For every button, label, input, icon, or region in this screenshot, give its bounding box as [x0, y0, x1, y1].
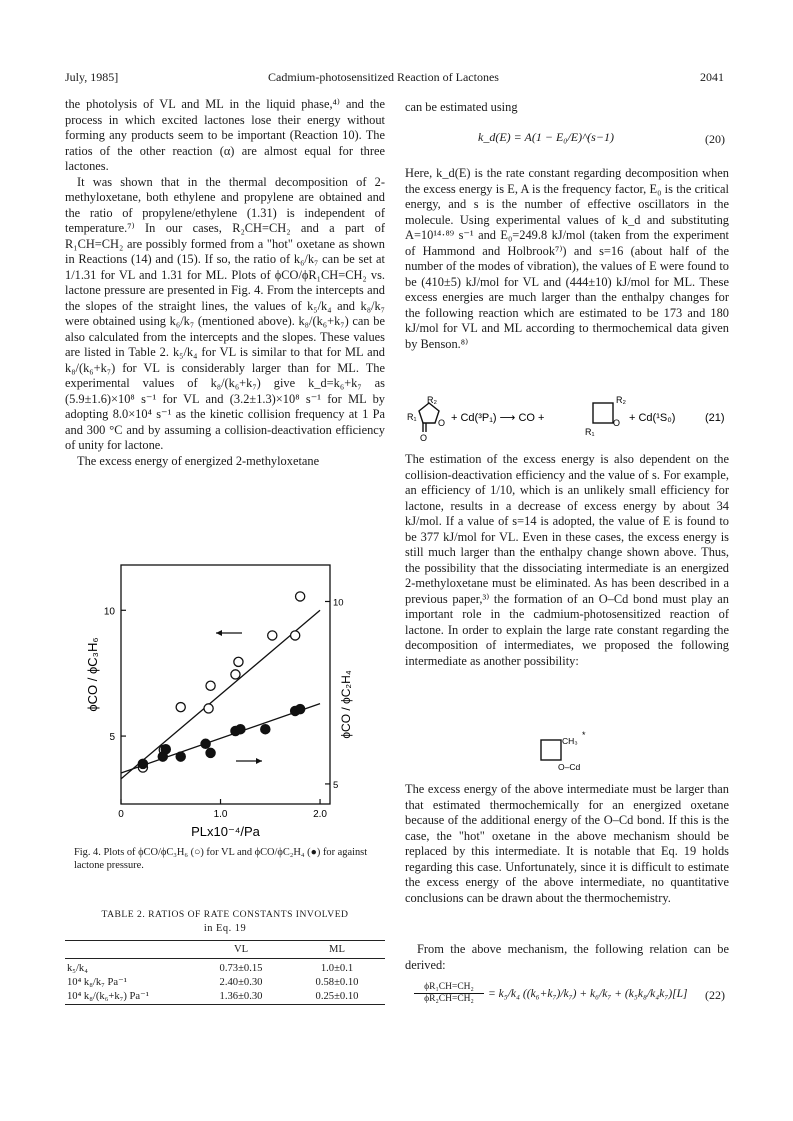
oxetane-r1-label: R₁	[585, 427, 595, 437]
open-data-point	[296, 592, 305, 601]
ring-oxygen-label: O	[438, 418, 446, 428]
intermediate-structure	[536, 728, 606, 778]
y-left-tick-label: 5	[109, 732, 115, 744]
x-axis-label: PLx10⁻⁴/Pa	[191, 824, 260, 839]
filled-data-point	[236, 725, 245, 734]
filled-data-point	[161, 745, 170, 754]
paragraph: The excess energy of energized 2-methyloxetane	[77, 453, 320, 468]
ch3-label: CH₃	[562, 736, 578, 746]
right-column-intro: can be estimated using	[405, 100, 518, 114]
o-cd-label: O–Cd	[558, 762, 581, 772]
y-left-tick-label: 10	[103, 606, 115, 618]
figure-4-chart	[60, 555, 360, 845]
right-axis-arrow-head	[256, 758, 262, 764]
table-header-cell: VL	[193, 941, 289, 959]
left-column	[65, 97, 385, 469]
chart-layer	[85, 565, 353, 839]
y-left-axis-label: ϕCO / ϕC₃H₆	[85, 637, 100, 712]
table-header-cell: ML	[289, 941, 385, 959]
header-page-number: 2041	[700, 70, 724, 84]
reaction-21-part2: + Cd(¹S₀)	[629, 412, 676, 424]
equation-22-rhs: = k₅/k₄ ((k₆+k₇)/k₇) + k₆/k₇ + (k₅k₈/k₄k₇)[L]	[488, 988, 688, 1000]
table-cell: 0.58±0.10	[315, 976, 359, 988]
table-title-line2: in Eq. 19	[203, 923, 247, 934]
open-data-point	[206, 681, 215, 690]
reaction-21-part1: + Cd(³P₁) ⟶ CO +	[451, 412, 545, 424]
table-cell: k₅/k₄	[67, 963, 88, 974]
filled-data-point	[201, 739, 210, 748]
eq22-denominator: ϕR₂CH=CH₂	[424, 994, 474, 1004]
equation-22-fraction	[414, 982, 484, 1004]
figure-caption: Fig. 4. Plots of ϕCO/ϕC₃H₆ (○) for VL and ϕCO/ϕC₂H₄ (●) for against lactone pressure.	[74, 847, 368, 871]
open-data-point	[234, 657, 243, 666]
table-header-cell	[65, 941, 193, 959]
table-row	[65, 975, 385, 989]
table-cell: 10⁴ k₈/(k₆+k₇) Pa⁻¹	[65, 989, 193, 1005]
r2-label: R₂	[427, 395, 437, 405]
filled-data-point	[261, 725, 270, 734]
table-cell: 1.0±0.1	[320, 963, 354, 974]
paragraph: It was shown that in the thermal decomposition of 2-methyloxetane, both ethylene and propylene are obtained and the ratio of propylene/ethylene (1.31) is independent of temperature.⁷⁾ In our cases, R₂CH=CH₂ and a part of R₁CH=CH₂ are possibly formed from a "hot" oxetane as shown in Reactions (14) and (15). If so, the ratio of k₆/k₇ can be set at 1/1.31 for VL and 1.31 for ML. Plots of ϕCO/ϕR₁CH=CH₂ vs. lactone pressure are presented in Fig. 4. From the intercepts and the slopes of the straight lines, the values of k₅/k₄ and k₈/k₇ were obtained using k₆/k₇ (mentioned above). k₈/(k₆+k₇) can be also calculated from the intercepts and the slopes. These values are listed in Table 2. k₅/k₄ for VL is similar to that for ML and k₈/(k₆+k₇) for VL is considerably larger than for ML. The experimental values of k₈/(k₆+k₇) give k_d=k₆+k₇ as (5.9±1.6)×10⁸ s⁻¹ for VL and (3.2±1.3)×10⁸ s⁻¹ for ML by adopting 8.0×10⁴ s⁻¹ as the kinetic collision frequency at 1 Pa and 300 °C and by assuming a collision-deactivation efficiency of unity for lactone.	[65, 174, 385, 452]
table-header-row	[65, 941, 385, 959]
table-row	[65, 989, 385, 1005]
eq22-numerator: ϕR₁CH=CH₂	[414, 982, 484, 994]
reaction-21-scheme	[405, 395, 735, 445]
filled-data-point	[138, 759, 147, 768]
table-title	[65, 908, 385, 936]
open-data-point	[231, 670, 240, 679]
equation-number: (21)	[705, 412, 725, 424]
paragraph: the photolysis of VL and ML in the liquid phase,⁴⁾ and the process in which excited lactones lose their energy without forming any products seem to be important (Reaction 10). The ratios of the other reaction (α) are almost equal for three lactones.	[65, 97, 385, 173]
r1-label: R₁	[407, 412, 417, 422]
x-tick-label: 1.0	[213, 809, 228, 820]
equation-number: (20)	[705, 132, 725, 146]
oxetane-r2-label: R₂	[616, 395, 626, 405]
open-data-point	[204, 704, 213, 713]
filled-data-point	[296, 705, 305, 714]
open-data-point	[268, 631, 277, 640]
filled-data-point	[176, 752, 185, 761]
header-date: July, 1985]	[65, 70, 119, 84]
equation-number: (22)	[705, 988, 725, 1002]
carbonyl-oxygen-label: O	[420, 433, 428, 443]
table-title-line1: TABLE 2. RATIOS OF RATE CONSTANTS INVOLVED	[101, 909, 349, 920]
y-right-axis-label: ϕCO / ϕC₂H₄	[339, 670, 353, 739]
oxetane-oxygen-label: O	[613, 418, 621, 428]
open-data-point	[291, 631, 300, 640]
paragraph: The excess energy of the above intermediate must be larger than that estimated thermochemically for an energized oxetane because of the additional energy of the O–Cd bond. If this is the case, the "hot" oxetane in the above mechanism should be replaced by this intermediate. It is notable that Eq. 19 holds regarding this case. Unfortunately, since it is difficult to estimate the excess energy of the above intermediate, no quantitative conclusions can be drawn about the thermochemistry.	[405, 782, 729, 905]
table-cell: 1.36±0.30	[193, 989, 289, 1005]
paragraph: The estimation of the excess energy is also dependent on the collision-deactivation efficiency and the value of s. For example, an efficiency of 1/10, which is an unlikely small efficiency for lactone, results in a decrease of excess energy by about 34 kJ/mol. If a value of s=14 is adopted, the value of E is found to be 377 kJ/mol for VL. Even in these cases, the excess energy is still much larger than the enthalpy change shown above. Thus, the possibility that the dissociating intermediate is an energized 2-methyloxetane must be eliminated. As has been described in a previous paper,³⁾ the formation of an O–Cd bond must play an important role in the cadmium-photosensitized reaction of lactone. In order to explain the large rate constant regarding the decomposition of intermediates, we proposed the following intermediate as another possibility:	[405, 452, 729, 668]
y-right-tick-label: 10	[333, 597, 344, 609]
paragraph: Here, k_d(E) is the rate constant regarding decomposition when the excess energy is E, A is the frequency factor, E₀ is the critical energy, and s is the number of effective oscillators in the molecule. Using experimental values of k_d and substituting A=10¹⁴·⁸⁹ s⁻¹ and E₀=249.8 kJ/mol (taken from the experiment of Hammond and Holbrook⁷⁾) and s=16 (about half of the number of the modes of vibration), the values of E were found to be (410±5) kJ/mol for VL and (444±10) kJ/mol for ML. These excess energies are much larger than the enthalpy changes for the following reaction which are estimated to be 173 and 180 kJ/mol for VL and ML according to thermochemical data given by Benson.⁸⁾	[405, 166, 729, 351]
paragraph: From the above mechanism, the following relation can be derived:	[405, 942, 729, 972]
table-cell: 0.25±0.10	[289, 989, 385, 1005]
filled-data-point	[206, 748, 215, 757]
table-cell: 0.73±0.15	[219, 963, 263, 974]
fit-line	[121, 704, 320, 773]
rate-constants-table	[65, 940, 385, 1005]
x-tick-label: 0	[118, 809, 124, 820]
left-axis-arrow-head	[216, 630, 222, 636]
x-tick-label: 2.0	[313, 809, 328, 820]
table-row	[65, 959, 385, 976]
open-data-point	[176, 703, 185, 712]
table-cell: 10⁴ k₈/k₇ Pa⁻¹	[67, 977, 127, 988]
y-right-tick-label: 5	[333, 779, 339, 791]
header-title: Cadmium-photosensitized Reaction of Lactones	[268, 70, 499, 84]
equation-20: k_d(E) = A(1 − E₀/E)^(s−1)	[478, 130, 614, 144]
energized-star-label: *	[582, 730, 586, 740]
table-cell: 2.40±0.30	[219, 976, 263, 988]
